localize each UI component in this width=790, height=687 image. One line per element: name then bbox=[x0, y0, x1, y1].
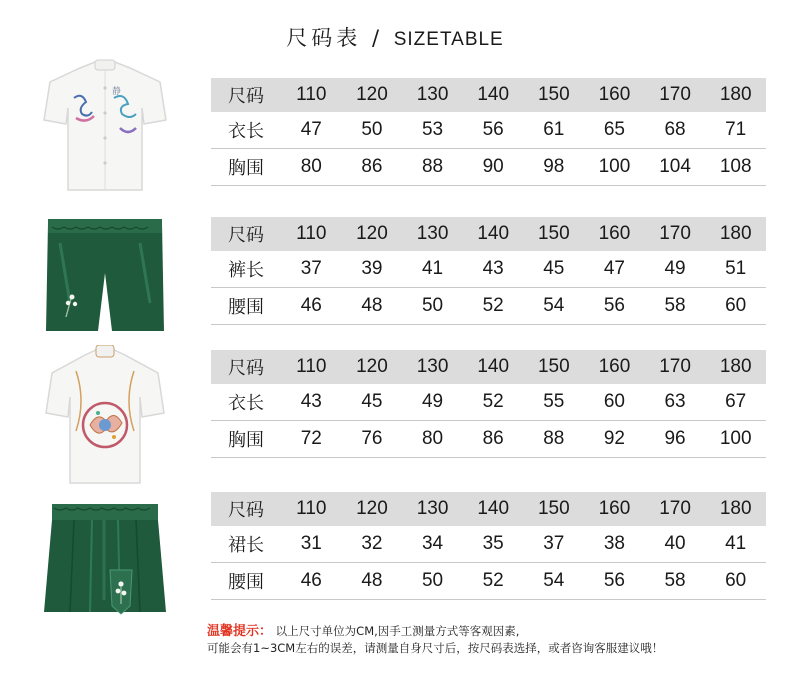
size-cell: 160 bbox=[584, 350, 645, 384]
page-title bbox=[0, 22, 790, 52]
size-cell: 140 bbox=[463, 492, 524, 526]
title-separator: / bbox=[371, 26, 384, 50]
size-cell: 150 bbox=[524, 492, 585, 526]
row-label: 衣长 bbox=[211, 384, 281, 421]
value-cell: 60 bbox=[705, 563, 766, 600]
white-shirt-image bbox=[40, 58, 170, 198]
value-cell: 52 bbox=[463, 288, 524, 325]
value-cell: 43 bbox=[463, 251, 524, 288]
value-cell: 45 bbox=[342, 384, 403, 421]
size-cell: 180 bbox=[705, 78, 766, 112]
value-cell: 90 bbox=[463, 149, 524, 186]
size-cell: 170 bbox=[645, 350, 706, 384]
value-cell: 92 bbox=[584, 421, 645, 458]
value-cell: 49 bbox=[645, 251, 706, 288]
value-cell: 53 bbox=[402, 112, 463, 149]
value-cell: 80 bbox=[281, 149, 342, 186]
size-table-shirt-1 bbox=[211, 78, 766, 186]
size-cell: 170 bbox=[645, 217, 706, 251]
value-cell: 40 bbox=[645, 526, 706, 563]
value-cell: 51 bbox=[705, 251, 766, 288]
header-label: 尺码 bbox=[211, 217, 281, 251]
value-cell: 56 bbox=[463, 112, 524, 149]
value-cell: 58 bbox=[645, 288, 706, 325]
size-cell: 110 bbox=[281, 350, 342, 384]
value-cell: 47 bbox=[584, 251, 645, 288]
value-cell: 86 bbox=[342, 149, 403, 186]
value-cell: 56 bbox=[584, 288, 645, 325]
value-cell: 67 bbox=[705, 384, 766, 421]
value-cell: 60 bbox=[705, 288, 766, 325]
phoenix-shirt-image bbox=[40, 345, 170, 490]
table-row bbox=[211, 384, 766, 421]
header-label: 尺码 bbox=[211, 492, 281, 526]
title-cn: 尺码表 bbox=[286, 26, 362, 50]
size-cell: 170 bbox=[645, 492, 706, 526]
value-cell: 68 bbox=[645, 112, 706, 149]
title-en: SIZETABLE bbox=[393, 29, 504, 50]
row-label: 裙长 bbox=[211, 526, 281, 563]
size-cell: 130 bbox=[402, 78, 463, 112]
value-cell: 41 bbox=[402, 251, 463, 288]
value-cell: 47 bbox=[281, 112, 342, 149]
value-cell: 43 bbox=[281, 384, 342, 421]
value-cell: 52 bbox=[463, 384, 524, 421]
header-label: 尺码 bbox=[211, 350, 281, 384]
table-row bbox=[211, 563, 766, 600]
size-cell: 150 bbox=[524, 78, 585, 112]
svg-text:静: 静 bbox=[112, 87, 122, 97]
size-table-skirt bbox=[211, 492, 766, 600]
value-cell: 65 bbox=[584, 112, 645, 149]
value-cell: 54 bbox=[524, 563, 585, 600]
value-cell: 37 bbox=[281, 251, 342, 288]
size-cell: 120 bbox=[342, 217, 403, 251]
size-cell: 110 bbox=[281, 492, 342, 526]
value-cell: 34 bbox=[402, 526, 463, 563]
value-cell: 58 bbox=[645, 563, 706, 600]
value-cell: 46 bbox=[281, 288, 342, 325]
size-table-shirt-2 bbox=[211, 350, 766, 458]
value-cell: 55 bbox=[524, 384, 585, 421]
row-label: 胸围 bbox=[211, 149, 281, 186]
header-label: 尺码 bbox=[211, 78, 281, 112]
size-cell: 120 bbox=[342, 492, 403, 526]
table-row bbox=[211, 112, 766, 149]
value-cell: 39 bbox=[342, 251, 403, 288]
value-cell: 46 bbox=[281, 563, 342, 600]
value-cell: 98 bbox=[524, 149, 585, 186]
value-cell: 56 bbox=[584, 563, 645, 600]
value-cell: 61 bbox=[524, 112, 585, 149]
value-cell: 31 bbox=[281, 526, 342, 563]
value-cell: 76 bbox=[342, 421, 403, 458]
value-cell: 35 bbox=[463, 526, 524, 563]
notice-text-1: 以上尺寸单位为CM,因手工测量方式等客观因素, bbox=[275, 624, 520, 638]
table-row bbox=[211, 526, 766, 563]
value-cell: 60 bbox=[584, 384, 645, 421]
value-cell: 50 bbox=[342, 112, 403, 149]
table-row bbox=[211, 421, 766, 458]
notice-line-1 bbox=[207, 620, 519, 639]
value-cell: 37 bbox=[524, 526, 585, 563]
value-cell: 50 bbox=[402, 563, 463, 600]
size-cell: 120 bbox=[342, 350, 403, 384]
value-cell: 48 bbox=[342, 563, 403, 600]
size-table-shorts bbox=[211, 217, 766, 325]
value-cell: 108 bbox=[705, 149, 766, 186]
value-cell: 71 bbox=[705, 112, 766, 149]
value-cell: 88 bbox=[402, 149, 463, 186]
size-cell: 180 bbox=[705, 217, 766, 251]
green-shorts-image bbox=[40, 213, 170, 338]
value-cell: 104 bbox=[645, 149, 706, 186]
size-cell: 130 bbox=[402, 350, 463, 384]
size-cell: 160 bbox=[584, 217, 645, 251]
table-header-row bbox=[211, 350, 766, 384]
value-cell: 54 bbox=[524, 288, 585, 325]
size-cell: 110 bbox=[281, 78, 342, 112]
size-cell: 180 bbox=[705, 350, 766, 384]
size-cell: 130 bbox=[402, 217, 463, 251]
table-header-row bbox=[211, 492, 766, 526]
value-cell: 48 bbox=[342, 288, 403, 325]
size-cell: 160 bbox=[584, 492, 645, 526]
row-label: 裤长 bbox=[211, 251, 281, 288]
size-cell: 160 bbox=[584, 78, 645, 112]
value-cell: 100 bbox=[584, 149, 645, 186]
value-cell: 63 bbox=[645, 384, 706, 421]
size-cell: 140 bbox=[463, 78, 524, 112]
value-cell: 80 bbox=[402, 421, 463, 458]
size-cell: 180 bbox=[705, 492, 766, 526]
notice-text-2: 可能会有1~3CM左右的误差，请测量自身尺寸后，按尺码表选择，或者咨询客服建议哦！ bbox=[207, 641, 664, 655]
table-header-row bbox=[211, 217, 766, 251]
row-label: 衣长 bbox=[211, 112, 281, 149]
size-cell: 130 bbox=[402, 492, 463, 526]
value-cell: 100 bbox=[705, 421, 766, 458]
notice-line-2 bbox=[207, 640, 663, 656]
table-row bbox=[211, 251, 766, 288]
row-label: 胸围 bbox=[211, 421, 281, 458]
size-cell: 150 bbox=[524, 217, 585, 251]
green-skirt-image bbox=[40, 500, 170, 620]
size-cell: 170 bbox=[645, 78, 706, 112]
row-label: 腰围 bbox=[211, 563, 281, 600]
value-cell: 72 bbox=[281, 421, 342, 458]
table-header-row bbox=[211, 78, 766, 112]
value-cell: 96 bbox=[645, 421, 706, 458]
value-cell: 38 bbox=[584, 526, 645, 563]
table-row bbox=[211, 288, 766, 325]
value-cell: 50 bbox=[402, 288, 463, 325]
size-cell: 110 bbox=[281, 217, 342, 251]
value-cell: 49 bbox=[402, 384, 463, 421]
notice-highlight: 温馨提示： bbox=[207, 624, 273, 639]
value-cell: 86 bbox=[463, 421, 524, 458]
size-cell: 150 bbox=[524, 350, 585, 384]
value-cell: 45 bbox=[524, 251, 585, 288]
value-cell: 32 bbox=[342, 526, 403, 563]
value-cell: 41 bbox=[705, 526, 766, 563]
size-cell: 120 bbox=[342, 78, 403, 112]
value-cell: 88 bbox=[524, 421, 585, 458]
row-label: 腰围 bbox=[211, 288, 281, 325]
size-cell: 140 bbox=[463, 350, 524, 384]
value-cell: 52 bbox=[463, 563, 524, 600]
size-cell: 140 bbox=[463, 217, 524, 251]
table-row bbox=[211, 149, 766, 186]
